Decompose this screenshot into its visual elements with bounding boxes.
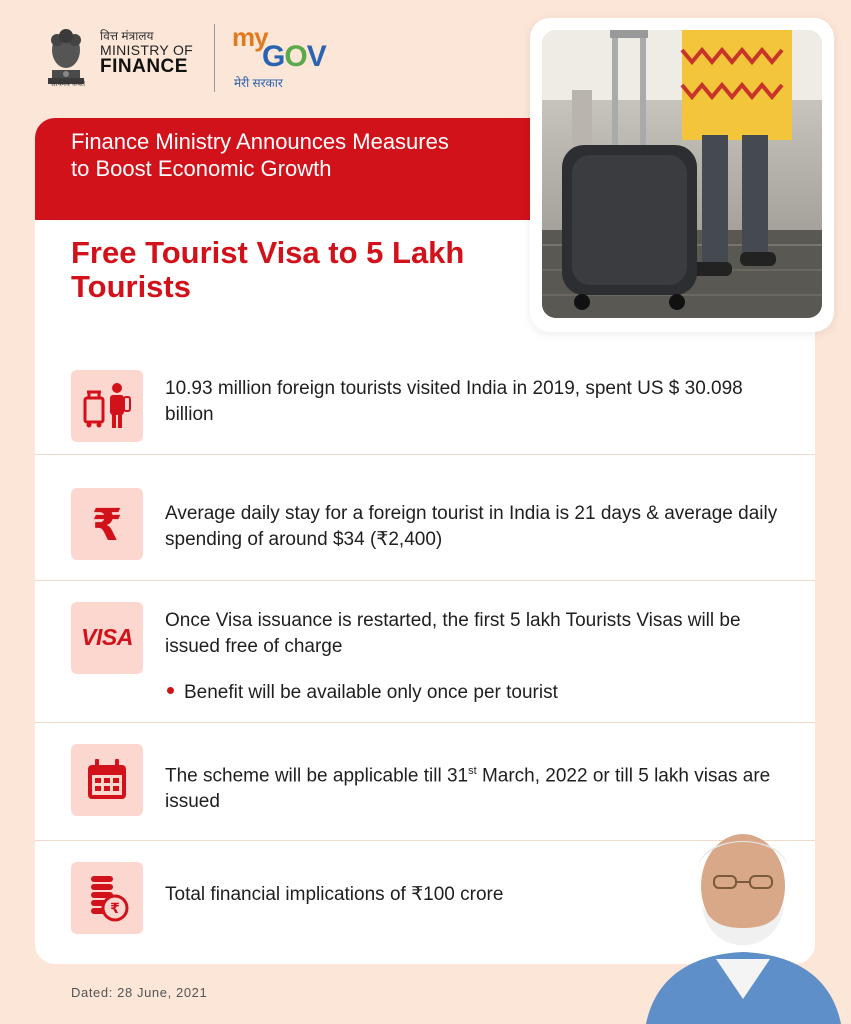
bullet-dot xyxy=(167,687,174,694)
divider xyxy=(35,722,815,723)
portrait-photo xyxy=(636,824,851,1024)
ministry-name-line2: FINANCE xyxy=(100,56,188,78)
date-stamp: Dated: 28 June, 2021 xyxy=(71,985,208,1000)
item-text: 10.93 million foreign tourists visited India in 2019, spent US $ 30.098 billion xyxy=(165,378,743,425)
item-text: The scheme will be applicable till 31st March, 2022 or till 5 lakh visas are issued xyxy=(165,765,771,813)
mygov-my: my xyxy=(232,22,268,52)
traveler-photo xyxy=(542,30,822,318)
svg-text:₹: ₹ xyxy=(91,500,123,551)
headline: Free Tourist Visa to 5 Lakh Tourists xyxy=(71,235,465,304)
coin-stack-rupee-icon xyxy=(71,862,143,934)
photo-frame xyxy=(530,18,834,332)
mygov-logo xyxy=(232,22,326,94)
visa-icon: VISA xyxy=(81,624,133,650)
ministry-name-line1: MINISTRY OF xyxy=(100,41,194,58)
mygov-gov: GOV xyxy=(262,40,326,73)
emblem-caption: सत्यमेव जयते xyxy=(50,81,86,88)
divider xyxy=(35,580,815,581)
mygov-tagline: मेरी सरकार xyxy=(234,76,283,90)
bullet-text: Benefit will be available only once per tourist xyxy=(184,682,558,703)
item-icon-box xyxy=(71,370,143,442)
ministry-of-finance-logo xyxy=(100,30,193,77)
item-text: Average daily stay for a foreign tourist in India is 21 days & average daily spending of around $34 (₹2,400) xyxy=(165,503,778,550)
item-icon-box xyxy=(71,744,143,816)
item-icon-box xyxy=(71,862,143,934)
banner-title: Finance Ministry Announces Measures to Boost Economic Growth xyxy=(71,129,449,181)
header-divider xyxy=(214,24,215,92)
ministry-hindi-name: वित्त मंत्रालय xyxy=(100,29,154,43)
rupee-icon xyxy=(71,488,143,560)
item-text: Total financial implications of ₹100 crore xyxy=(165,884,504,905)
title-banner xyxy=(35,118,555,220)
divider xyxy=(35,454,815,455)
item-text: Once Visa issuance is restarted, the first 5 lakh Tourists Visas will be issued free of charge xyxy=(165,610,741,657)
item-icon-box xyxy=(71,488,143,560)
bullet-item xyxy=(167,680,767,706)
svg-text:₹: ₹ xyxy=(110,901,120,917)
calendar-icon xyxy=(71,744,143,816)
national-emblem-icon xyxy=(44,26,88,88)
luggage-traveler-icon xyxy=(71,370,143,442)
item-icon-box xyxy=(71,602,143,674)
